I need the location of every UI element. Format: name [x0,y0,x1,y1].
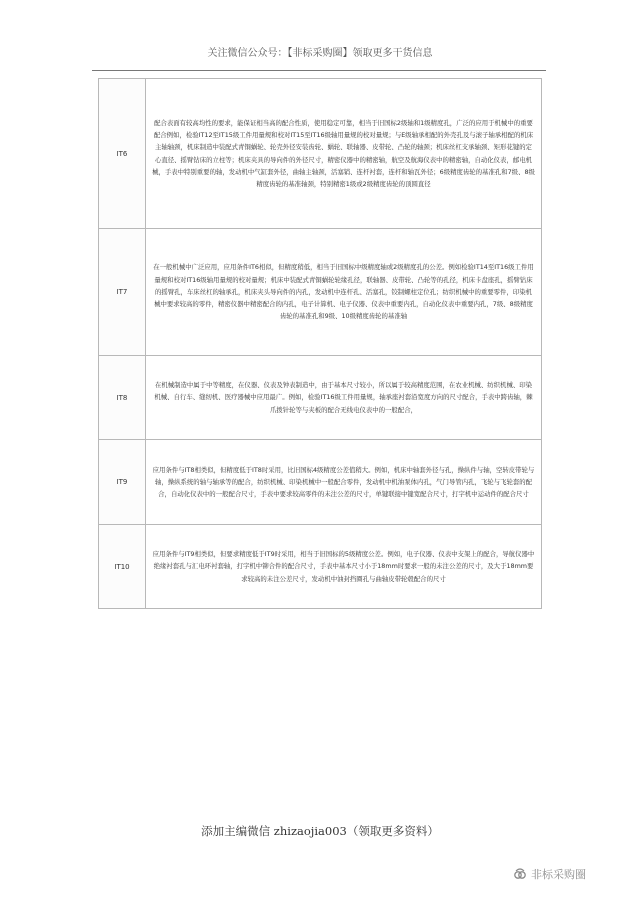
header-note: 关注微信公众号：【非标采购圈】领取更多干货信息 [207,48,433,59]
header-divider [92,70,546,71]
grade-cell: IT7 [99,229,146,356]
table-row [99,525,542,609]
watermark-text: 非标采购圈 [531,868,586,881]
description-cell: 在机械制造中属于中等精度，在仪器、仪表及钟表制造中，由于基本尺寸较小，所以属于较高精度范围，在农业机械、纺织机械、印染机械、自行车、缝纫机、医疗器械中应用最广。例如，检验IT16级工件用量规，轴承座衬套沿宽度方向的尺寸配合，手表中跨齿轴，棘爪拨针轮等与夹板的配合无线电仪表中的一般配合， [146,356,542,440]
grade-cell: IT8 [99,356,146,440]
table-row [99,79,542,229]
grade-cell: IT9 [99,440,146,525]
footer-note: 添加主编微信 zhizaojia003（领取更多资料） [201,824,439,838]
wechat-channel-logo-icon [512,867,528,881]
grade-cell: IT6 [99,79,146,229]
description-cell: 在一般机械中广泛应用，应用条件IT6相似，但精度稍低，相当于旧国标中级精度轴或2级精度孔的公差。例如检验IT14至IT16级工件用量规和校对IT16级轴用量规的校对量规；机床中装配式青铜蜗轮轮缘孔径，联轴器、皮带轮、凸轮等的孔径，机床卡盘座孔，摇臂钻床的摇臂孔，车床丝杠的轴承孔，机床夹头导向件的内孔，发动机中连杆孔、活塞孔，铰制螺柱定位孔；纺织机械中的重要零件，印染机械中要求较高的零件，精密仪器中精密配合的内孔，电子计算机、电子仪器、仪表中重要内孔，自动化仪表中重要内孔，7级、8级精度齿轮的基准孔和9级、10级精度齿轮的基准轴 [146,229,542,356]
tolerance-grade-table [98,78,542,609]
table-row [99,356,542,440]
description-cell: 应用条件与IT8相类似，但精度低于IT8时采用，比旧国标4级精度公差值稍大。例如，机床中轴套外径与孔，操纵件与轴，空转皮带轮与轴，操纵系统的轴与轴承等的配合，纺织机械、印染机械中一般配合零件，发动机中机油泵体内孔，气门导管内孔，飞轮与飞轮套的配合，自动化仪表中的一般配合尺寸，手表中要求较高零件的未注公差的尺寸，单键联接中键宽配合尺寸，打字机中运动件的配合尺寸 [146,440,542,525]
table-row [99,440,542,525]
table-row [99,229,542,356]
description-cell: 配合表面有较高均性的要求，能保证相当高的配合性质，使用稳定可靠，相当于旧国标2级轴和1级精度孔，广泛的应用于机械中的重要配合例如，检验IT12至IT15级工件用量规和校对IT15至IT16级轴用量规的校对量规；与E级轴承相配的外壳孔及与滚子轴承相配的机床主轴轴颈，机床制造中装配式青铜蜗轮、轮壳外径安装齿轮、蜗轮、联轴器、皮带轮、凸轮的轴颈；机床丝杠支承轴颈、矩形花键的定心直径、摇臂钻床的立柱等；机床夹具的导向件的外径尺寸，精密仪器中的精密轴，航空及航海仪表中的精密轴，自动化仪表，邮电机械，手表中特别重要的轴，发动机中气缸套外径，曲轴主轴颈，活塞销、连杆衬套，连杆和轴瓦外径；6级精度齿轮的基准孔和7级、8级精度齿轮的基准轴颈，特别精密1级或2级精度齿轮的顶圆直径 [146,79,542,229]
description-cell: 应用条件与IT9相类似，但要求精度低于IT9时采用，相当于旧国标的5级精度公差。例如，电子仪器、仪表中支架上的配合，导航仪器中绝缘衬套孔与汇电环衬套轴，打字机中铆合件的配合尺寸，手表中基本尺寸小于18mm时要求一般的未注公差的尺寸，及大于18mm要求较高的未注公差尺寸，发动机中油封挡圈孔与曲轴皮带轮毂配合的尺寸 [146,525,542,609]
watermark [512,866,586,882]
grade-cell: IT10 [99,525,146,609]
